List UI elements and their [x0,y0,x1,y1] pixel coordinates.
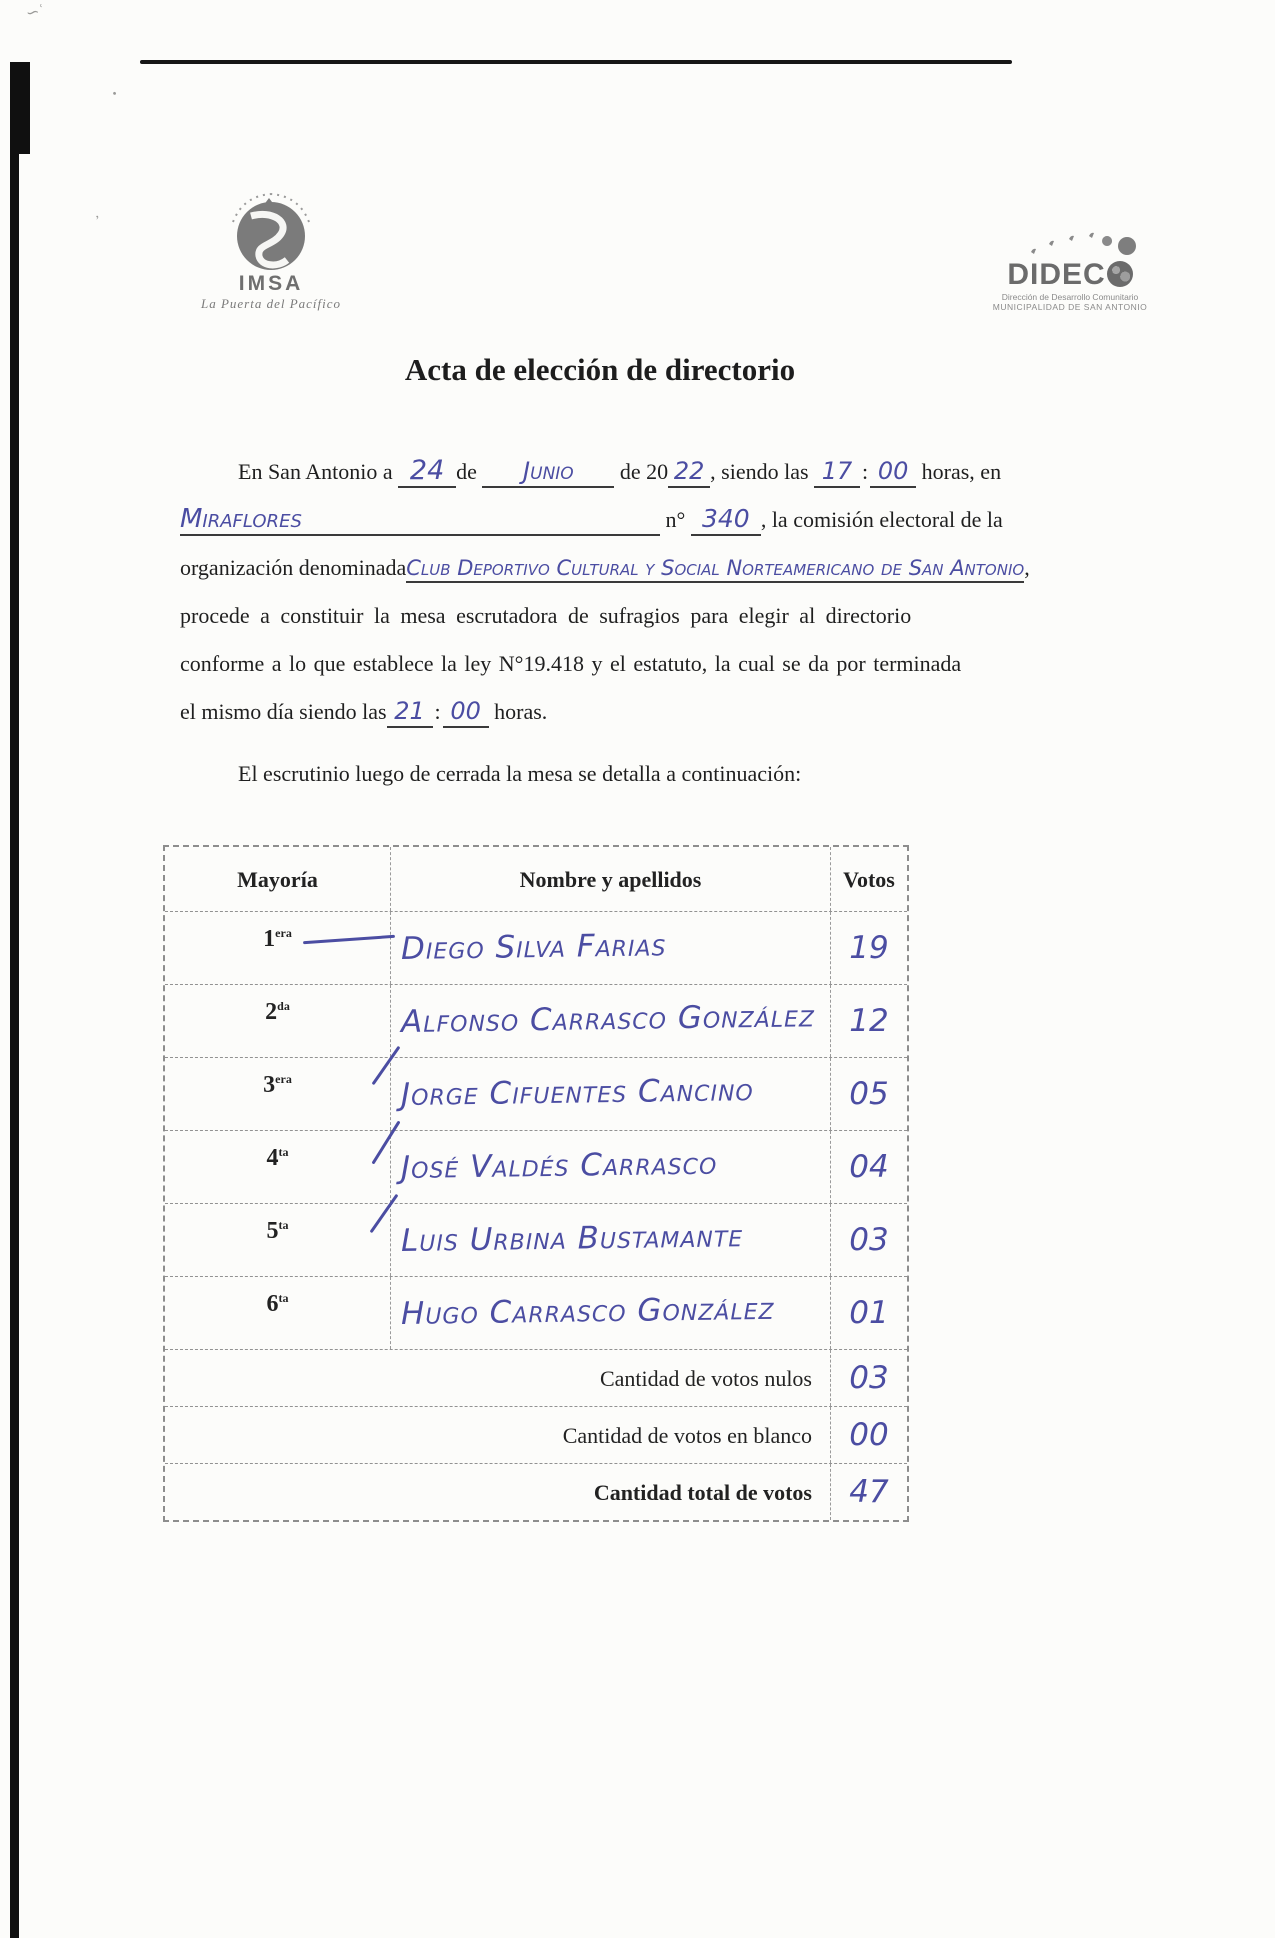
handwritten-votes: 19 [849,930,889,966]
printed-text: : [434,699,441,724]
printed-text: de [456,459,477,484]
summary-label: Cantidad de votos en blanco [562,1423,812,1448]
handwritten-day: 24 [409,455,445,486]
globe-icon [1107,261,1133,287]
printed-text: de 20 [619,459,669,484]
intro-line-4 [180,592,910,640]
intro-line-2 [180,496,1003,544]
handwritten-street: Miraflores [180,504,302,534]
votes-cell [830,1058,907,1130]
printed-text: , la comisión electoral de la [760,507,1003,532]
handwritten-votes: 05 [849,1076,889,1112]
pencil-mark: • [107,88,122,98]
votes-cell [830,985,907,1057]
handwritten-votes: 12 [849,1003,889,1039]
name-cell [390,1131,830,1203]
printed-text: procede a constituir la mesa escrutadora de sufragios para elegir al directorio [180,603,912,628]
votes-cell [830,912,907,984]
printed-text: horas. [494,699,548,724]
handwritten-street-number: 340 [701,504,750,533]
printed-text: organización denominada [180,555,407,580]
votes-cell [830,1464,907,1520]
rank-cell: $3^{era}$ [263,1072,292,1098]
table-row [165,985,907,1058]
summary-row-null-votes [165,1350,907,1407]
rank-cell: $1^{era}$ [263,926,292,952]
votes-cell [830,1407,907,1463]
results-table [163,845,909,1522]
printed-text: : [862,459,869,484]
table-row [165,1204,907,1277]
table-row [165,1058,907,1131]
intro-line-5 [180,640,962,688]
handwritten-organization-name: Club Deportivo Cultural y Social Norteamericano de San Antonio [406,556,1025,580]
dideco-municipality: MUNICIPALIDAD DE SAN ANTONIO [992,302,1148,312]
summary-label: Cantidad total de votos [593,1480,812,1505]
header-votos: Votos [830,847,907,911]
table-row [165,1131,907,1204]
handwritten-votes: 03 [849,1222,889,1258]
intro-line-1 [180,448,1002,496]
imsa-logo [186,192,356,312]
handwritten-year: 22 [673,457,705,485]
printed-text: El escrutinio luego de cerrada la mesa se detalla a continuación: [238,761,802,786]
votes-cell [830,1350,907,1406]
dideco-logo-text: DIDEC [980,260,1160,290]
rank-cell: $4^{ta}$ [266,1145,289,1171]
printed-text: , siendo las [710,459,809,484]
intro-paragraph [180,448,1030,798]
scan-artifact-left-bar [10,62,19,1938]
rank-cell: $6^{ta}$ [266,1291,289,1317]
printed-text: conforme a lo que establece la ley N°19.418 y el estatuto, la cual se da por terminada [180,651,962,676]
header-mayoria: Mayoría [237,867,318,892]
votes-cell [830,1277,907,1349]
table-header-row [165,847,907,912]
handwritten-blank-votes: 00 [849,1417,889,1453]
dideco-logo [980,226,1160,312]
page-title: Acta de elección de directorio [404,352,796,387]
name-cell [390,1204,830,1276]
handwritten-name: Jorge Cifuentes Cancino [400,1072,754,1113]
handwritten-name: Hugo Carrasco González [400,1290,775,1332]
intro-line-3 [180,544,1030,592]
name-cell [390,912,830,984]
handwritten-total-votes: 47 [849,1474,889,1510]
handwritten-name: Diego Silva Farias [400,927,667,967]
imsa-logo-text: IMSA [238,272,304,295]
printed-text: horas, en [921,459,1002,484]
header-nombre: Nombre y apellidos [390,847,830,911]
summary-row-blank-votes [165,1407,907,1464]
printed-text: el mismo día siendo las [180,699,387,724]
handwritten-name: Luis Urbina Bustamante [400,1218,744,1259]
handwritten-start-hour: 17 [821,457,853,485]
name-cell [390,1277,830,1349]
scan-artifact-left-bar-corner [10,62,30,154]
imsa-tagline: La Puerta del Pacífico [200,296,342,311]
pencil-mark: ∽ʿ [24,2,47,23]
summary-row-total-votes [165,1464,907,1520]
handwritten-name: José Valdés Carrasco [400,1145,718,1186]
handwritten-votes: 01 [849,1295,889,1331]
votes-cell [830,1204,907,1276]
imsa-emblem-icon [223,192,319,276]
printed-text: En San Antonio a [238,459,393,484]
intro-line-6 [180,688,910,736]
rank-cell: $5^{ta}$ [266,1218,289,1244]
handwritten-end-hour: 21 [394,697,425,725]
handwritten-month: Junio [523,457,574,485]
handwritten-start-minute: 00 [877,457,909,485]
handwritten-votes: 04 [849,1149,889,1185]
name-cell [390,985,830,1057]
dideco-dots-arc-icon [995,226,1145,260]
handwritten-end-minute: 00 [450,697,481,725]
handwritten-null-votes: 03 [849,1360,889,1396]
name-cell [390,1058,830,1130]
pencil-mark: ’ [94,213,103,230]
table-row [165,912,907,985]
scan-artifact-top-line [140,60,1012,64]
votes-cell [830,1131,907,1203]
rank-cell: $2^{da}$ [265,999,290,1025]
table-row [165,1277,907,1350]
dideco-subtitle: Dirección de Desarrollo Comunitario [1001,292,1139,302]
intro-line-7 [180,750,910,798]
handwritten-name: Alfonso Carrasco González [400,998,816,1040]
summary-label: Cantidad de votos nulos [599,1366,812,1391]
printed-text: n° [665,507,686,532]
printed-text: , [1024,555,1030,580]
